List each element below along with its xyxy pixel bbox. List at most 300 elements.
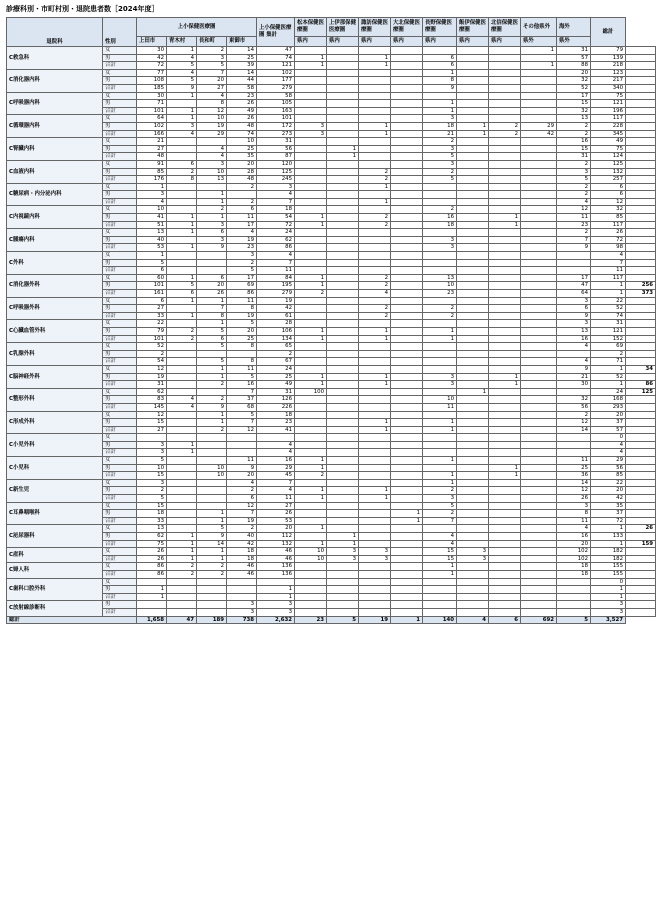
value-cell	[457, 578, 489, 586]
table-row	[7, 396, 656, 404]
value-cell	[327, 160, 359, 168]
table-row	[7, 327, 656, 335]
value-cell: 79	[591, 47, 626, 55]
value-cell	[521, 206, 557, 214]
value-cell: 1	[423, 457, 457, 465]
sex-label: 男	[103, 586, 137, 594]
value-cell: 29	[257, 464, 295, 472]
value-cell	[489, 244, 521, 252]
value-cell: 53	[257, 517, 295, 525]
sex-label: 合計	[103, 290, 137, 298]
value-cell	[457, 525, 489, 533]
value-cell: 22	[591, 297, 626, 305]
value-cell: 102	[257, 69, 295, 77]
value-cell: 2	[167, 570, 197, 578]
value-cell: 1	[423, 570, 457, 578]
value-cell: 2	[167, 168, 197, 176]
value-cell: 1	[197, 320, 227, 328]
value-cell: 68	[227, 403, 257, 411]
value-cell: 5	[197, 358, 227, 366]
value-cell	[197, 502, 227, 510]
value-cell: 2	[423, 206, 457, 214]
value-cell: 1	[359, 381, 391, 389]
grand-total-value: 738	[227, 616, 257, 624]
header-sub: 長和町	[197, 37, 227, 47]
value-cell	[295, 563, 327, 571]
value-cell: 40	[227, 533, 257, 541]
value-cell: 46	[227, 563, 257, 571]
value-cell: 4	[557, 525, 591, 533]
table-row	[7, 586, 656, 594]
value-cell: 46	[257, 548, 295, 556]
value-cell: 23	[257, 419, 295, 427]
value-cell	[423, 343, 457, 351]
value-cell	[359, 608, 391, 616]
value-cell	[391, 183, 423, 191]
value-cell	[327, 365, 359, 373]
value-cell: 136	[257, 570, 295, 578]
value-cell	[457, 267, 489, 275]
value-cell: 14	[227, 47, 257, 55]
header-group: 海外	[557, 18, 591, 37]
dept-name: C循環器内科	[7, 115, 103, 138]
value-cell: 75	[137, 540, 167, 548]
value-cell: 4	[257, 449, 295, 457]
value-cell: 2	[359, 282, 391, 290]
row-total	[626, 343, 656, 351]
value-cell: 24	[591, 388, 626, 396]
value-cell	[391, 548, 423, 556]
value-cell	[359, 206, 391, 214]
value-cell	[457, 206, 489, 214]
value-cell: 7	[257, 479, 295, 487]
value-cell	[489, 312, 521, 320]
value-cell: 74	[591, 312, 626, 320]
value-cell	[521, 191, 557, 199]
value-cell	[557, 388, 591, 396]
value-cell	[167, 320, 197, 328]
value-cell: 10	[227, 138, 257, 146]
value-cell	[359, 107, 391, 115]
value-cell: 1	[359, 62, 391, 70]
value-cell	[167, 183, 197, 191]
row-total	[626, 130, 656, 138]
value-cell: 3	[227, 252, 257, 260]
row-total	[626, 479, 656, 487]
value-cell	[457, 297, 489, 305]
dept-name: C小児外科	[7, 434, 103, 457]
value-cell: 37	[227, 396, 257, 404]
value-cell	[489, 297, 521, 305]
value-cell: 49	[591, 138, 626, 146]
value-cell	[295, 510, 327, 518]
dept-name: C心臓血管外科	[7, 320, 103, 343]
value-cell: 48	[227, 176, 257, 184]
value-cell	[423, 267, 457, 275]
row-total	[626, 563, 656, 571]
value-cell	[521, 533, 557, 541]
value-cell	[391, 297, 423, 305]
row-total: 256	[626, 282, 656, 290]
value-cell	[327, 396, 359, 404]
value-cell	[327, 69, 359, 77]
value-cell	[227, 578, 257, 586]
value-cell: 12	[137, 365, 167, 373]
value-cell: 57	[557, 54, 591, 62]
value-cell: 2	[423, 487, 457, 495]
value-cell: 26	[137, 548, 167, 556]
value-cell	[137, 601, 167, 609]
value-cell: 1	[457, 122, 489, 130]
sex-label: 男	[103, 441, 137, 449]
row-total: 125	[626, 388, 656, 396]
value-cell: 2	[557, 183, 591, 191]
value-cell	[489, 327, 521, 335]
value-cell: 1	[167, 115, 197, 123]
value-cell: 2	[359, 168, 391, 176]
value-cell: 12	[557, 487, 591, 495]
value-cell: 11	[227, 297, 257, 305]
value-cell: 6	[227, 495, 257, 503]
value-cell	[457, 449, 489, 457]
value-cell: 1	[167, 244, 197, 252]
value-cell: 152	[591, 335, 626, 343]
value-cell	[327, 593, 359, 601]
row-total	[626, 449, 656, 457]
value-cell	[391, 244, 423, 252]
row-total	[626, 586, 656, 594]
value-cell	[521, 555, 557, 563]
value-cell	[457, 441, 489, 449]
sex-label: 男	[103, 464, 137, 472]
value-cell: 1	[197, 555, 227, 563]
value-cell: 4	[167, 54, 197, 62]
value-cell	[391, 100, 423, 108]
value-cell: 54	[257, 214, 295, 222]
sex-label: 合計	[103, 130, 137, 138]
value-cell	[327, 297, 359, 305]
dept-name: C産科	[7, 548, 103, 563]
value-cell	[391, 586, 423, 594]
value-cell: 10	[197, 115, 227, 123]
value-cell	[457, 92, 489, 100]
value-cell: 6	[167, 160, 197, 168]
table-row	[7, 449, 656, 457]
grand-total-value: 189	[197, 616, 227, 624]
value-cell: 4	[197, 153, 227, 161]
value-cell	[489, 267, 521, 275]
value-cell: 3	[457, 548, 489, 556]
value-cell	[295, 434, 327, 442]
value-cell	[327, 327, 359, 335]
sex-label: 女	[103, 69, 137, 77]
value-cell: 1	[591, 593, 626, 601]
value-cell	[391, 419, 423, 427]
value-cell: 72	[137, 62, 167, 70]
value-cell: 4	[257, 252, 295, 260]
table-row	[7, 388, 656, 396]
header-sub: 県内	[489, 37, 521, 47]
value-cell	[391, 479, 423, 487]
value-cell: 4	[557, 343, 591, 351]
value-cell: 12	[227, 426, 257, 434]
value-cell: 1	[327, 153, 359, 161]
value-cell	[359, 153, 391, 161]
dept-name: C脳神経外科	[7, 365, 103, 388]
sex-label: 女	[103, 434, 137, 442]
value-cell	[137, 434, 167, 442]
value-cell: 6	[197, 229, 227, 237]
grand-total-value: 3,527	[591, 616, 626, 624]
sex-label: 合計	[103, 176, 137, 184]
value-cell: 1	[167, 555, 197, 563]
value-cell: 4	[591, 449, 626, 457]
value-cell: 7	[227, 388, 257, 396]
value-cell: 9	[557, 365, 591, 373]
value-cell: 1	[197, 297, 227, 305]
table-row	[7, 457, 656, 465]
value-cell: 12	[557, 206, 591, 214]
row-total	[626, 510, 656, 518]
value-cell: 1	[591, 290, 626, 298]
value-cell: 8	[557, 510, 591, 518]
value-cell: 102	[557, 548, 591, 556]
value-cell	[423, 92, 457, 100]
value-cell: 1	[295, 381, 327, 389]
value-cell	[489, 191, 521, 199]
value-cell	[489, 495, 521, 503]
header-group: 大北保健医療圏	[391, 18, 423, 37]
value-cell	[295, 426, 327, 434]
value-cell: 54	[137, 358, 167, 366]
row-total	[626, 214, 656, 222]
sex-label: 女	[103, 365, 137, 373]
value-cell: 27	[137, 145, 167, 153]
value-cell: 30	[137, 92, 167, 100]
value-cell	[295, 586, 327, 594]
value-cell	[423, 586, 457, 594]
value-cell	[327, 358, 359, 366]
value-cell: 196	[591, 107, 626, 115]
value-cell: 4	[423, 533, 457, 541]
header-group: 諏訪保健医療圏	[359, 18, 391, 37]
value-cell: 8	[423, 77, 457, 85]
value-cell: 7	[423, 517, 457, 525]
value-cell	[391, 525, 423, 533]
value-cell	[457, 350, 489, 358]
value-cell	[359, 502, 391, 510]
grand-total-row	[7, 616, 656, 624]
header-group: 飯伊保健医療圏	[457, 18, 489, 37]
value-cell: 48	[137, 153, 167, 161]
value-cell: 1	[167, 441, 197, 449]
sex-label: 合計	[103, 244, 137, 252]
value-cell: 20	[257, 525, 295, 533]
value-cell: 52	[591, 305, 626, 313]
value-cell	[327, 343, 359, 351]
value-cell	[521, 160, 557, 168]
dept-name: C整形外科	[7, 388, 103, 411]
value-cell: 4	[557, 198, 591, 206]
value-cell	[167, 517, 197, 525]
value-cell	[457, 138, 489, 146]
row-total	[626, 183, 656, 191]
value-cell	[327, 107, 359, 115]
value-cell	[457, 358, 489, 366]
value-cell	[359, 441, 391, 449]
value-cell: 1	[167, 312, 197, 320]
value-cell: 11	[227, 457, 257, 465]
sex-label: 女	[103, 229, 137, 237]
header-sub: 県内	[359, 37, 391, 47]
value-cell	[295, 441, 327, 449]
value-cell: 3	[295, 130, 327, 138]
value-cell: 2	[423, 138, 457, 146]
value-cell: 18	[137, 510, 167, 518]
value-cell	[359, 47, 391, 55]
sex-label: 男	[103, 236, 137, 244]
value-cell: 2	[197, 570, 227, 578]
value-cell	[327, 525, 359, 533]
value-cell	[489, 358, 521, 366]
value-cell	[327, 259, 359, 267]
sex-label: 男	[103, 487, 137, 495]
value-cell: 1	[423, 107, 457, 115]
value-cell: 121	[591, 100, 626, 108]
value-cell: 2	[167, 335, 197, 343]
value-cell	[457, 145, 489, 153]
value-cell: 345	[591, 130, 626, 138]
value-cell: 4	[591, 441, 626, 449]
value-cell	[457, 586, 489, 594]
value-cell: 1	[359, 183, 391, 191]
value-cell	[489, 290, 521, 298]
row-total	[626, 236, 656, 244]
value-cell: 1	[295, 282, 327, 290]
value-cell: 1	[521, 47, 557, 55]
value-cell	[327, 267, 359, 275]
value-cell: 12	[591, 198, 626, 206]
value-cell	[327, 47, 359, 55]
sex-label: 女	[103, 578, 137, 586]
value-cell	[391, 282, 423, 290]
value-cell: 1	[167, 548, 197, 556]
value-cell	[489, 593, 521, 601]
value-cell	[197, 183, 227, 191]
value-cell: 5	[167, 77, 197, 85]
sex-label: 男	[103, 601, 137, 609]
value-cell	[489, 69, 521, 77]
value-cell	[137, 578, 167, 586]
value-cell: 19	[137, 373, 167, 381]
grand-total-label: 総計	[7, 616, 137, 624]
value-cell: 1	[295, 464, 327, 472]
value-cell: 228	[591, 122, 626, 130]
value-cell: 1	[489, 373, 521, 381]
value-cell: 1	[137, 183, 167, 191]
value-cell: 2	[359, 274, 391, 282]
value-cell: 1	[359, 487, 391, 495]
value-cell: 69	[591, 343, 626, 351]
dept-name: C消化器外科	[7, 274, 103, 297]
value-cell: 23	[423, 290, 457, 298]
row-total	[626, 434, 656, 442]
table-row	[7, 601, 656, 609]
header-group: 上伊那保健医療圏	[327, 18, 359, 37]
value-cell: 30	[137, 47, 167, 55]
table-row	[7, 198, 656, 206]
value-cell	[167, 586, 197, 594]
value-cell: 7	[557, 236, 591, 244]
value-cell	[423, 449, 457, 457]
value-cell	[391, 487, 423, 495]
value-cell	[295, 100, 327, 108]
sex-label: 女	[103, 115, 137, 123]
sex-label: 女	[103, 343, 137, 351]
value-cell: 1	[295, 525, 327, 533]
value-cell	[423, 252, 457, 260]
value-cell	[391, 69, 423, 77]
value-cell: 18	[227, 548, 257, 556]
value-cell: 1	[457, 130, 489, 138]
value-cell	[521, 426, 557, 434]
value-cell	[327, 100, 359, 108]
value-cell: 86	[227, 290, 257, 298]
row-total	[626, 327, 656, 335]
value-cell: 4	[197, 145, 227, 153]
row-total	[626, 350, 656, 358]
value-cell: 32	[557, 107, 591, 115]
value-cell	[197, 586, 227, 594]
value-cell: 29	[197, 130, 227, 138]
value-cell: 9	[197, 244, 227, 252]
value-cell: 3	[137, 191, 167, 199]
value-cell: 2	[557, 229, 591, 237]
value-cell: 47	[257, 47, 295, 55]
value-cell: 29	[521, 122, 557, 130]
value-cell: 2	[295, 290, 327, 298]
value-cell	[521, 419, 557, 427]
value-cell	[327, 191, 359, 199]
value-cell: 1	[359, 335, 391, 343]
value-cell: 21	[423, 130, 457, 138]
value-cell: 15	[423, 548, 457, 556]
sex-label: 男	[103, 350, 137, 358]
value-cell	[521, 221, 557, 229]
value-cell	[457, 244, 489, 252]
sex-label: 男	[103, 510, 137, 518]
value-cell	[423, 198, 457, 206]
value-cell	[521, 601, 557, 609]
value-cell	[489, 343, 521, 351]
table-row	[7, 297, 656, 305]
value-cell: 5	[167, 62, 197, 70]
value-cell: 8	[227, 358, 257, 366]
value-cell: 3	[557, 320, 591, 328]
value-cell: 2	[137, 350, 167, 358]
value-cell: 62	[137, 533, 167, 541]
value-cell	[489, 510, 521, 518]
sex-label: 女	[103, 183, 137, 191]
value-cell: 1	[423, 419, 457, 427]
value-cell: 2	[359, 214, 391, 222]
value-cell	[295, 320, 327, 328]
sex-label: 女	[103, 92, 137, 100]
value-cell: 20	[557, 540, 591, 548]
value-cell	[489, 198, 521, 206]
value-cell: 75	[591, 145, 626, 153]
value-cell	[489, 305, 521, 313]
